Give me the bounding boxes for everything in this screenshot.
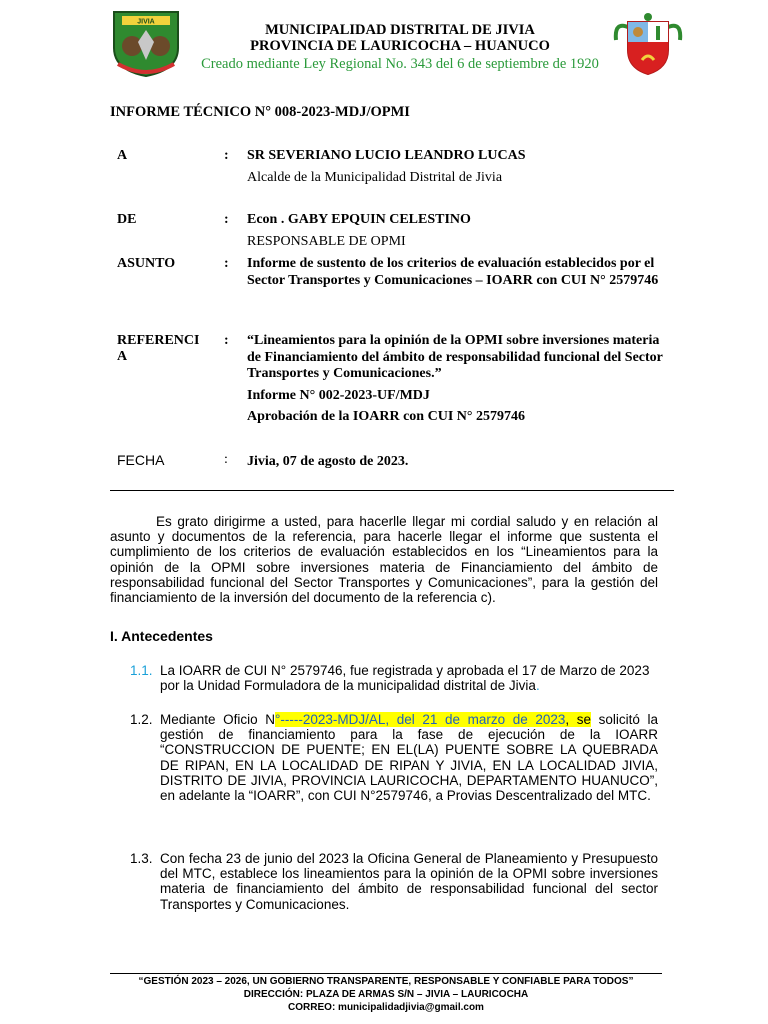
recipient-role: Alcalde de la Municipalidad Distrital de Jivia [247, 170, 503, 185]
label-subject: ASUNTO [117, 256, 176, 271]
item-text: La IOARR de CUI N° 2579746, fue registrada y aprobada el 17 de Marzo de 2023 por la Unidad Formuladora de la municipalidad distrital de Jivia [160, 663, 650, 694]
item-end: . [535, 678, 540, 694]
item-text: Mediante Oficio N [160, 712, 275, 727]
label-to: A [117, 148, 128, 163]
subject-text: Informe de sustento de los criterios de evaluación establecidos por el Sector Transportes y Comunicaciones – IOARR con CUI N° 2579746 [247, 256, 659, 288]
footer-slogan: “GESTIÓN 2023 – 2026, UN GOBIERNO TRANSPARENTE, RESPONSABLE Y CONFIABLE PARA TODOS” [138, 976, 634, 987]
item-number: 1.1. [130, 663, 153, 678]
svg-text:JIVIA: JIVIA [137, 18, 155, 26]
footer-address: DIRECCIÓN: PLAZA DE ARMAS S/N – JIVIA – LAURICOCHA [243, 989, 529, 1000]
header-divider [110, 490, 674, 491]
label-date: FECHA [117, 452, 165, 468]
colon: : [224, 256, 229, 271]
sender-role: RESPONSABLE DE OPMI [247, 234, 406, 249]
reference-guidelines: “Lineamientos para la opinión de la OPMI sobre inversiones materia de Financiamiento del ámbito de responsabilidad funcional del Sector Transportes y Comunicaciones.” [247, 333, 663, 381]
label-reference-part2: A [117, 349, 128, 364]
header-municipality: MUNICIPALIDAD DISTRITAL DE JIVIA [265, 22, 535, 38]
colon: : [224, 452, 228, 467]
header-creation-law: Creado mediante Ley Regional No. 343 del 6 de septiembre de 1920 [201, 56, 599, 72]
colon: : [224, 148, 229, 163]
colon: : [224, 333, 229, 348]
municipal-crest-logo [108, 8, 184, 78]
sender-name: Econ . GABY EPQUIN CELESTINO [247, 212, 471, 227]
item-text: solicitó la gestión de financiamiento para la fase de ejecución de la IOARR “CONSTRUCCION DE PUENTE; EN EL(LA) PUENTE SOBRE LA QUEBRADA DE RIPAN, EN LA LOCALIDAD DE RIPAN Y JIVIA, EN LA LOCALIDAD JIVIA, DISTRITO DE JIVIA, PROVINCIA LAURICOCHA, DEPARTAMENTO HUANUCO”, en adelante la “IOARR”, con CUI N°2579746, a Provias Descentralizado del MTC. [160, 712, 658, 804]
intro-text: Es grato dirigirme a usted, para hacerlle llegar mi cordial saludo y en relación al asunto y documentos de la referencia, para hacerle llegar el informe que sustenta el cumplimiento de los criterios de evaluación establecidos en los “Lineamientos para la opinión de la OPMI sobre inversiones materia de Financiamiento del ámbito de responsabilidad funcional del Sector Transportes y Comunicaciones”, para la gestión del financiamiento de la inversión del documento de la referencia c). [110, 514, 658, 606]
footer-email: CORREO: municipalidadjivia@gmail.com [288, 1002, 484, 1013]
list-item [160, 663, 658, 693]
report-title: INFORME TÉCNICO N° 008-2023-MDJ/OPMI [110, 104, 410, 120]
list-item [160, 712, 658, 803]
item-number: 1.3. [130, 851, 153, 866]
item-number: 1.2. [130, 712, 153, 727]
highlighted-reference: °-----2023-MDJ/AL, del 21 de marzo de 2023 [275, 712, 566, 727]
reference-report: Informe N° 002-2023-UF/MDJ [247, 388, 430, 403]
reference-approval: Aprobación de la IOARR con CUI N° 2579746 [247, 409, 525, 424]
intro-paragraph [110, 514, 658, 605]
highlighted-text: , se [565, 712, 592, 727]
section-heading-antecedentes: I. Antecedentes [110, 628, 213, 644]
colon: : [224, 212, 229, 227]
date-text: Jivia, 07 de agosto de 2023. [247, 454, 409, 469]
list-item: Con fecha 23 de junio del 2023 la Oficina General de Planeamiento y Presupuesto del MTC, establece los lineamientos para la opinión de la OPMI sobre inversiones materia de financiamiento del ámbito de responsabilidad funcional del sector Transportes y Comunicaciones. [160, 851, 658, 912]
label-from: DE [117, 212, 137, 227]
header-province: PROVINCIA DE LAURICOCHA – HUANUCO [250, 38, 550, 54]
label-reference-part1: REFERENCI [117, 333, 200, 348]
peru-coat-of-arms-logo [612, 10, 684, 78]
recipient-name: SR SEVERIANO LUCIO LEANDRO LUCAS [247, 148, 526, 163]
footer-divider [110, 973, 662, 974]
